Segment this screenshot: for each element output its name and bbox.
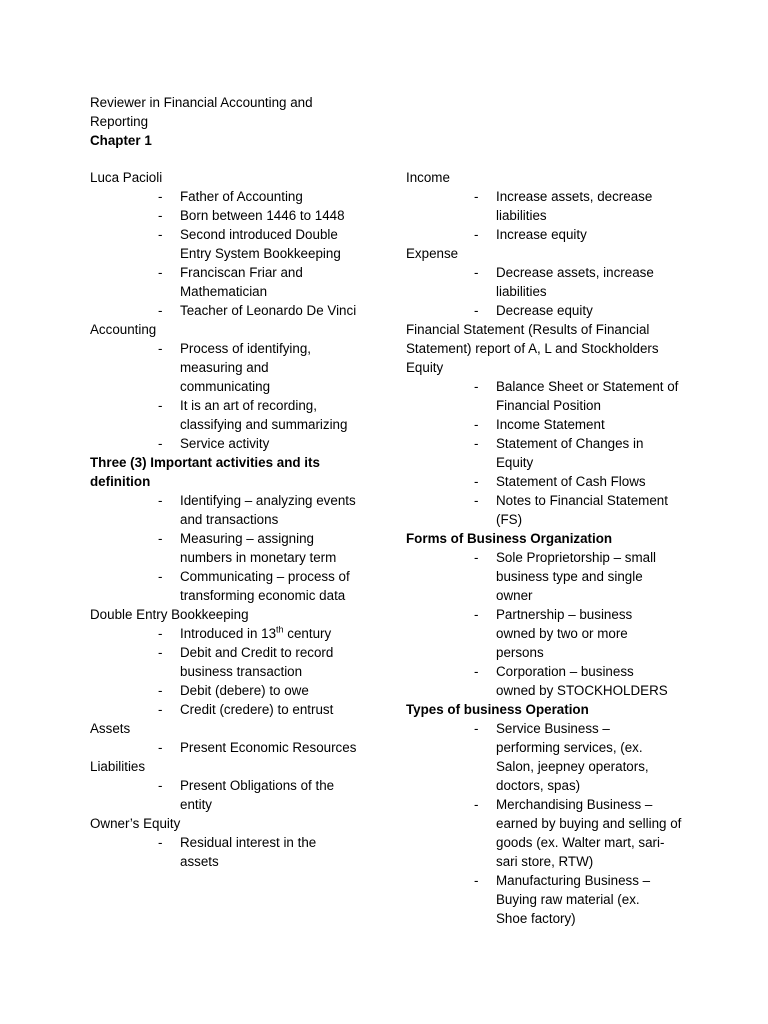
list-types-of-business bbox=[406, 719, 696, 928]
list-item: - Identifying – analyzing events and transactions bbox=[158, 493, 356, 527]
list-item: - Teacher of Leonardo De Vinci bbox=[158, 303, 357, 318]
chapter-heading: Chapter 1 bbox=[90, 133, 152, 148]
list-item: - Increase equity bbox=[474, 227, 587, 242]
list-accounting bbox=[90, 339, 370, 453]
list-item: - Sole Proprietorship – small business type and single owner bbox=[474, 550, 657, 603]
list-forms-of-business bbox=[406, 548, 696, 700]
section-heading-double-entry: Double Entry Bookkeeping bbox=[90, 607, 249, 622]
right-column bbox=[406, 168, 696, 928]
section-heading-liabilities: Liabilities bbox=[90, 759, 146, 774]
section-heading-income: Income bbox=[406, 170, 450, 185]
list-expense bbox=[406, 263, 696, 320]
list-item: - Father of Accounting bbox=[158, 189, 303, 204]
list-item: - Statement of Changes in Equity bbox=[474, 436, 644, 470]
list-item: - Manufacturing Business – Buying raw material (ex. Shoe factory) bbox=[474, 873, 651, 926]
list-item: - Present Obligations of the entity bbox=[158, 778, 335, 812]
document-title-line-2: Reporting bbox=[90, 114, 149, 129]
list-double-entry bbox=[90, 624, 370, 719]
list-item: - Partnership – business owned by two or more persons bbox=[474, 607, 633, 660]
list-item: - Merchandising Business – earned by buying and selling of goods (ex. Walter mart, sari-sari store, RTW) bbox=[474, 797, 682, 869]
list-item: - Decrease equity bbox=[474, 303, 593, 318]
document-title-line-1: Reviewer in Financial Accounting and bbox=[90, 95, 313, 110]
list-item: - Introduced in 13th century bbox=[158, 624, 332, 641]
section-heading-forms-of-business: Forms of Business Organization bbox=[406, 531, 613, 546]
list-item: - Service activity bbox=[158, 436, 270, 451]
section-heading-owners-equity: Owner’s Equity bbox=[90, 816, 181, 831]
list-item: - Debit (debere) to owe bbox=[158, 683, 309, 698]
list-item: - Income Statement bbox=[474, 417, 605, 432]
section-heading-luca-pacioli: Luca Pacioli bbox=[90, 170, 163, 185]
list-item: - Increase assets, decrease liabilities bbox=[474, 189, 653, 223]
list-owners-equity bbox=[90, 833, 370, 871]
left-column bbox=[90, 168, 370, 871]
list-item: - It is an art of recording, classifying and summarizing bbox=[158, 398, 348, 432]
list-income bbox=[406, 187, 696, 244]
list-item: - Present Economic Resources bbox=[158, 740, 357, 755]
section-heading-expense: Expense bbox=[406, 246, 459, 261]
list-item: - Service Business – performing services, (ex. Salon, jeepney operators, doctors, spas) bbox=[474, 721, 649, 793]
list-important-activities bbox=[90, 491, 370, 605]
list-item: - Statement of Cash Flows bbox=[474, 474, 646, 489]
section-heading-important-activities: Three (3) Important activities and its definition bbox=[90, 455, 320, 489]
list-item: - Second introduced Double Entry System Bookkeeping bbox=[158, 227, 341, 261]
list-item: - Communicating – process of transforming economic data bbox=[158, 569, 350, 603]
list-item: - Corporation – business owned by STOCKHOLDERS bbox=[474, 664, 668, 698]
list-luca-pacioli bbox=[90, 187, 370, 320]
section-heading-types-of-business: Types of business Operation bbox=[406, 702, 589, 717]
list-item: - Born between 1446 to 1448 bbox=[158, 208, 345, 223]
section-heading-financial-statement: Financial Statement (Results of Financial Statement) report of A, L and Stockholders Equity bbox=[406, 322, 659, 375]
document-title-block bbox=[90, 93, 350, 150]
list-liabilities bbox=[90, 776, 370, 814]
list-item: - Debit and Credit to record business transaction bbox=[158, 645, 334, 679]
list-item: - Process of identifying, measuring and communicating bbox=[158, 341, 311, 394]
list-item: - Notes to Financial Statement (FS) bbox=[474, 493, 668, 527]
list-item: - Credit (credere) to entrust bbox=[158, 702, 334, 717]
list-item: - Residual interest in the assets bbox=[158, 835, 317, 869]
list-item: - Balance Sheet or Statement of Financial Position bbox=[474, 379, 679, 413]
list-item: - Franciscan Friar and Mathematician bbox=[158, 265, 303, 299]
section-heading-accounting: Accounting bbox=[90, 322, 157, 337]
section-heading-assets: Assets bbox=[90, 721, 131, 736]
list-item: - Decrease assets, increase liabilities bbox=[474, 265, 654, 299]
list-financial-statement bbox=[406, 377, 696, 529]
list-item: - Measuring – assigning numbers in monetary term bbox=[158, 531, 337, 565]
list-assets bbox=[90, 738, 370, 757]
